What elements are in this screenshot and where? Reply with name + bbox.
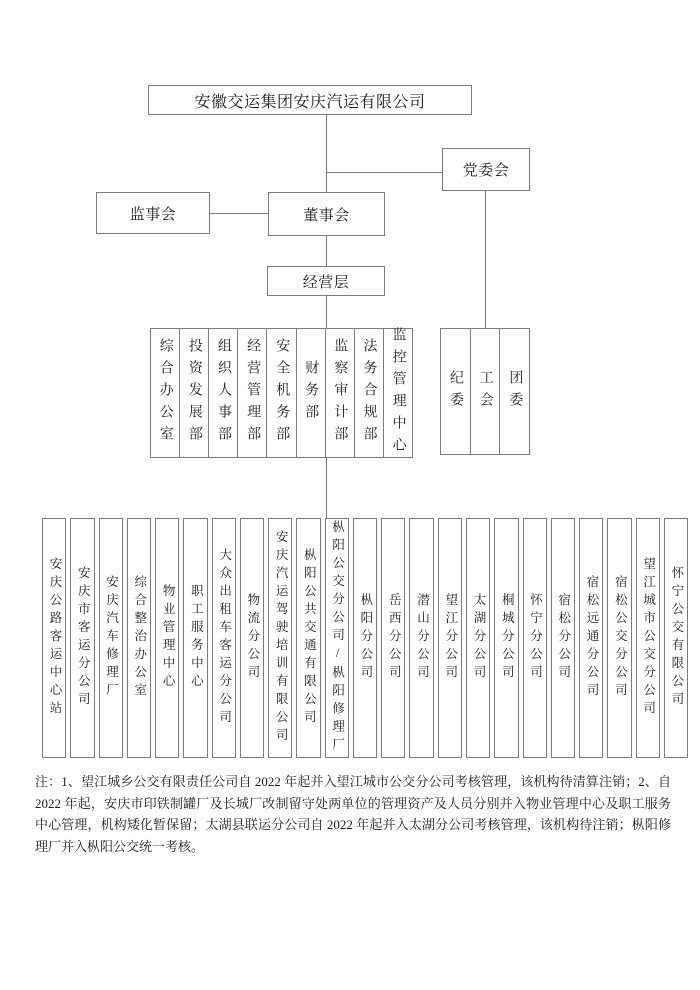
subsidiary-label: 枞阳分公司: [358, 593, 373, 683]
subsidiary-box: [240, 518, 264, 758]
subsidiary-box: [42, 518, 66, 758]
subsidiary-box: [523, 518, 547, 758]
subsidiary-label: 太湖分公司: [471, 593, 486, 683]
supervisory-board-box: [96, 192, 210, 234]
subsidiary-box: [607, 518, 631, 758]
supervisory-board-label: 监事会: [129, 206, 177, 223]
connector-supervisory-board-line: [210, 213, 268, 214]
party-organizations-row: [440, 328, 530, 455]
department-label: 综合办公室: [157, 338, 173, 448]
subsidiary-box: [70, 518, 94, 758]
subsidiary-box: [551, 518, 575, 758]
root-company-box: [148, 85, 472, 115]
connector-party-committee-branch-line: [326, 172, 442, 173]
subsidiary-label: 综合整治办公室: [132, 575, 147, 701]
party-committee-label: 党委会: [462, 163, 510, 179]
subsidiary-box: [494, 518, 518, 758]
department-cell: [354, 329, 383, 457]
subsidiary-box: [353, 518, 377, 758]
subsidiary-label: 大众出租车客运分公司: [217, 548, 232, 728]
department-cell: [179, 329, 208, 457]
subsidiary-box: [212, 518, 236, 758]
subsidiary-label: 望江分公司: [443, 593, 458, 683]
subsidiary-box: [155, 518, 179, 758]
subsidiary-label: 安庆公路客运中心站: [48, 557, 62, 719]
subsidiary-label: 物流分公司: [245, 593, 260, 683]
management-layer-label: 经营层: [302, 274, 350, 291]
party-committee-box: [442, 148, 530, 191]
subsidiary-box: [438, 518, 462, 758]
department-label: 法务合规部: [361, 338, 377, 448]
subsidiary-label: 桐城分公司: [500, 593, 515, 683]
department-cell: [325, 329, 354, 457]
subsidiary-box: [636, 518, 660, 758]
department-label: 财务部: [303, 360, 319, 426]
subsidiary-label: 岳西分公司: [387, 593, 402, 683]
subsidiary-box: [99, 518, 123, 758]
board-of-directors-label: 董事会: [303, 207, 350, 224]
department-label: 监控管理中心: [390, 327, 406, 459]
party-organization-cell: [441, 329, 470, 454]
party-organization-label: 纪委: [448, 369, 464, 414]
department-label: 经营管理部: [245, 338, 261, 448]
party-organization-label: 工会: [477, 369, 493, 414]
subsidiary-box: [409, 518, 433, 758]
subsidiary-box: [127, 518, 151, 758]
subsidiary-box: [381, 518, 405, 758]
department-label: 组织人事部: [215, 338, 231, 448]
subsidiary-label: 怀宁公交有限公司: [669, 566, 684, 710]
department-label: 监察审计部: [332, 338, 348, 448]
subsidiary-label: 枞阳公交分公司/枞阳修理厂: [330, 520, 345, 756]
subsidiary-label: 安庆市客运分公司: [76, 566, 91, 710]
department-cell: [237, 329, 266, 457]
subsidiary-label: 望江城市公交分公司: [641, 557, 656, 719]
subsidiary-label: 安庆汽运驾驶培训有限公司: [274, 530, 289, 746]
subsidiary-label: 宿松远通分公司: [585, 575, 600, 701]
subsidiary-label: 物业管理中心: [161, 584, 176, 692]
management-layer-box: [267, 266, 385, 296]
subsidiary-label: 宿松分公司: [556, 593, 571, 683]
departments-row: [150, 328, 413, 458]
board-of-directors-box: [268, 192, 385, 236]
connector-root-to-board-line: [326, 115, 327, 192]
footnote: 注：1、望江城乡公交有限责任公司自 2022 年起并入望江城市公交分公司考核管理，该机构待清算注销；2、自 2022 年起，安庆市印铁制罐厂及长城厂改制留守处两单位的管理资产及人员分别并入物业管理中心及职工服务中心管理，机构矮化暂保留；太湖县联运分公司自 2022 年起并入太湖分公司考核管理，该机构待注销；枞阳修理厂并入枞阳公交统一考核。: [35, 774, 671, 855]
department-cell: [383, 329, 412, 457]
connector-party-committee-drop-line: [485, 191, 486, 328]
connector-board-to-management-line: [326, 236, 327, 266]
subsidiary-box: [466, 518, 490, 758]
department-label: 安全机务部: [274, 338, 290, 448]
party-organization-label: 团委: [507, 369, 523, 414]
subsidiary-box: [268, 518, 292, 758]
department-cell: [266, 329, 295, 457]
subsidiaries-row: [42, 518, 688, 758]
party-organization-cell: [499, 329, 529, 454]
subsidiary-label: 潜山分公司: [415, 593, 430, 683]
party-organization-cell: [470, 329, 500, 454]
subsidiary-label: 安庆汽车修理厂: [104, 575, 119, 701]
department-cell: [296, 329, 325, 457]
subsidiary-label: 枞阳公共交通有限公司: [302, 548, 317, 728]
subsidiary-box: [325, 518, 349, 758]
subsidiary-box: [664, 518, 688, 758]
root-company-label: 安徽交运集团安庆汽运有限公司: [194, 93, 426, 111]
subsidiary-label: 怀宁分公司: [528, 593, 543, 683]
department-cell: [151, 329, 179, 457]
subsidiary-box: [579, 518, 603, 758]
department-label: 投资发展部: [186, 338, 202, 448]
subsidiary-label: 宿松公交分公司: [613, 575, 628, 701]
subsidiary-box: [183, 518, 207, 758]
subsidiary-box: [296, 518, 320, 758]
subsidiary-label: 职工服务中心: [189, 584, 204, 692]
department-cell: [208, 329, 237, 457]
